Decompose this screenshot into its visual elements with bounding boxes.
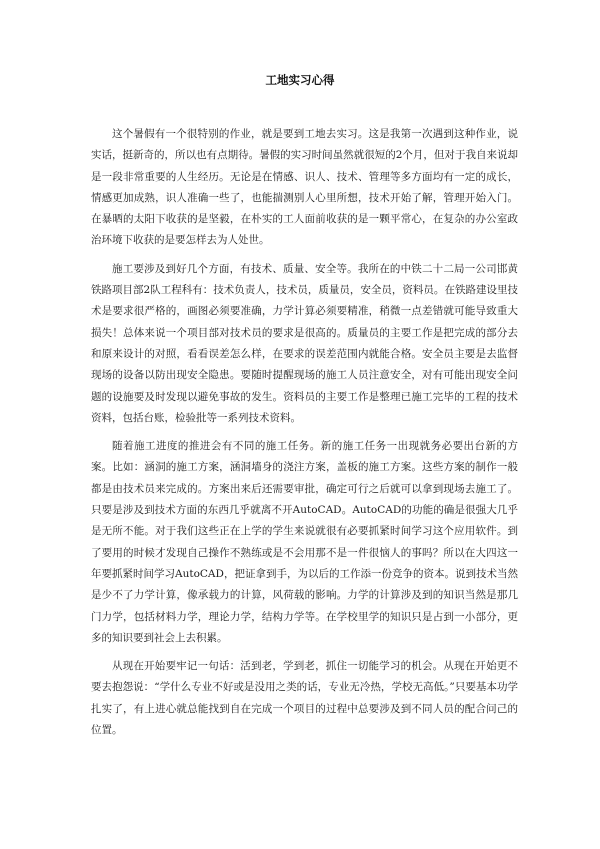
paragraph: 随着施工进度的推进会有不同的施工任务。新的施工任务一出现就务必要出台新的方案。比如：涵洞的施工方案，涵洞墙身的浇注方案，盖板的施工方案。这些方案的制作一般都是由技术员来完成的。方案出来后还需要审批，确定可行之后就可以拿到现场去施工了。只要是涉及到技术方面的东西几乎就离不开AutoCAD。AutoCAD的功能的确是很强大几乎是无所不能。对于我们这些正在上学的学生来说就很有必要抓紧时间学习这个应用软件。到了要用的时候才发现自己操作不熟练或是不会用那不是一件很恼人的事吗？所以在大四这一年要抓紧时间学习AutoCAD，把证拿到手，为以后的工作添一份竞争的资本。说到技术当然是少不了力学计算，像承载力的计算，风荷载的影响。力学的计算涉及到的知识当然是那几门力学，包括材料力学，理论力学，结构力学等。在学校里学的知识只是占到一小部分，更多的知识要到社会上去积累。 (91, 440, 518, 644)
paragraph: 从现在开始要牢记一句话：活到老，学到老，抓住一切能学习的机会。从现在开始更不要去抱怨说：“学什么专业不好或是没用之类的话，专业无冷热，学校无高低。”只要基本功学扎实了，有上进心就总能找到自在完成一个项目的过程中总要涉及到不同人员的配合问己的位置。 (91, 660, 518, 737)
paragraph: 施工要涉及到好几个方面，有技术、质量、安全等。我所在的中铁二十二局一公司邯黄铁路项目部2队工程科有：技术负责人，技术员，质量员，安全员，资料员。在铁路建设里技术是要求很严格的，画图必须要准确，力学计算必须要精准，稍微一点差错就可能导致重大损失！总体来说一个项目部对技术员的要求是很高的。质量员的主要工作是把完成的部分去和原来设计的对照，看看误差怎么样，在要求的误差范围内就能合格。安全员主要是去监督现场的设备以防出现安全隐患。要随时提醒现场的施工人员注意安全，对有可能出现安全问题的设施要及时发现以避免事故的发生。资料员的主要工作是整理已施工完毕的工程的技术资料，包括台账，检验批等一系列技术资料。 (91, 262, 518, 424)
document-body (91, 124, 518, 741)
paragraph: 这个暑假有一个很特别的作业，就是要到工地去实习。这是我第一次遇到这种作业，说实话，挺新奇的，所以也有点期待。暑假的实习时间虽然就很短的2个月，但对于我自来说却是一段非常重要的人生经历。无论是在情感、识人、技术、管理等多方面均有一定的成长，情感更加成熟，识人准确一些了，也能揣测别人心里所想，技术开始了解，管理开始入门。在暴晒的太阳下收获的是坚毅，在朴实的工人面前收获的是一颗平常心，在复杂的办公室政治环境下收获的是要怎样去为人处世。 (91, 128, 518, 247)
document-title: 工地实习心得 (265, 73, 335, 87)
